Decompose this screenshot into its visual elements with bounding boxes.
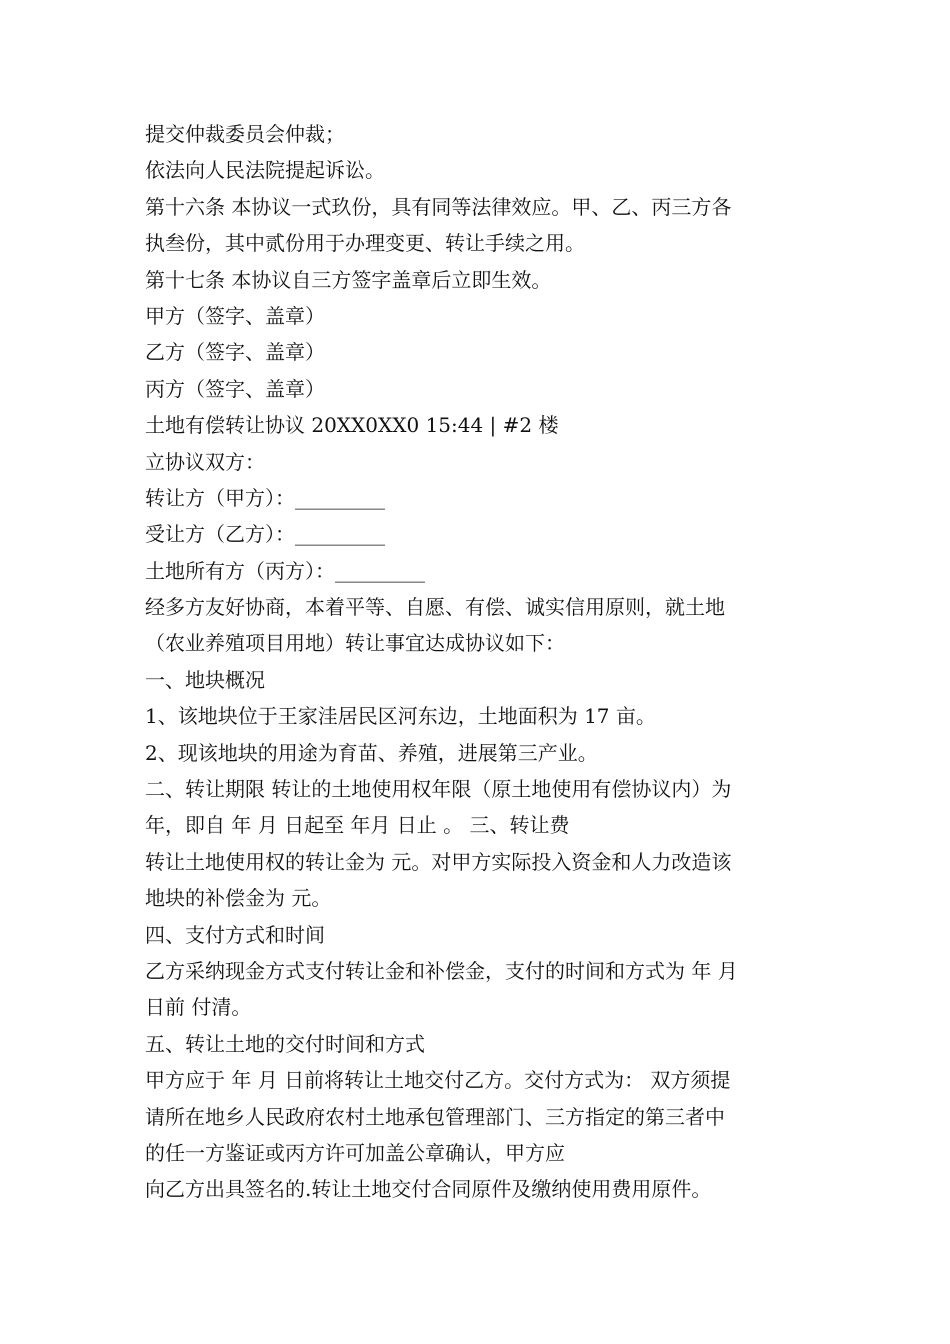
section-title: 土地有偿转让协议 20XX0XX0 15:44 | #2 楼 xyxy=(145,413,559,438)
text-line: 地块的补偿金为 元。 xyxy=(145,886,332,911)
text-line: （农业养殖项目用地）转让事宜达成协议如下： xyxy=(145,631,565,656)
document-body xyxy=(145,116,810,1208)
text-line: 执叁份，其中贰份用于办理变更、转让手续之用。 xyxy=(145,231,585,256)
text-line: 请所在地乡人民政府农村土地承包管理部门、三方指定的第三者中 xyxy=(145,1104,725,1129)
party-a-field: 转让方（甲方）：_________ xyxy=(145,485,385,510)
text-line: 年，即自 年 月 日起至 年月 日止 。 三、转让费 xyxy=(145,813,570,838)
text-line: 提交仲裁委员会仲裁； xyxy=(145,122,345,146)
clause-heading: 五、转让土地的交付时间和方式 xyxy=(145,1031,425,1056)
signature-line-party-b: 乙方（签字、盖章） xyxy=(145,340,325,365)
signature-line-party-c: 丙方（签字、盖章） xyxy=(145,376,325,401)
party-b-field: 受让方（乙方）：_________ xyxy=(145,522,385,547)
text-line: 1、该地块位于王家洼居民区河东边，土地面积为 17 亩。 xyxy=(145,704,656,729)
party-c-field: 土地所有方（丙方）：_________ xyxy=(145,558,425,583)
clause-heading: 一、地块概况 xyxy=(145,667,265,692)
text-line: 向乙方出具签名的.转让土地交付合同原件及缴纳使用费用原件。 xyxy=(145,1177,712,1202)
text-line: 乙方采纳现金方式支付转让金和补偿金，支付的时间和方式为 年 月 xyxy=(145,958,738,983)
text-line: 第十六条 本协议一式玖份，具有同等法律效应。甲、乙、丙三方各 xyxy=(145,194,732,219)
text-line: 依法向人民法院提起诉讼。 xyxy=(145,158,385,183)
text-line: 2、现该地块的用途为育苗、养殖，进展第三产业。 xyxy=(145,740,598,765)
text-line: 第十七条 本协议自三方签字盖章后立即生效。 xyxy=(145,267,552,292)
text-line: 经多方友好协商，本着平等、自愿、有偿、诚实信用原则，就土地 xyxy=(145,595,725,620)
signature-line-party-a: 甲方（签字、盖章） xyxy=(145,303,325,328)
text-line: 立协议双方： xyxy=(145,449,265,474)
clause-heading: 四、支付方式和时间 xyxy=(145,922,325,947)
text-line: 二、转让期限 转让的土地使用权年限（原土地使用有偿协议内）为 xyxy=(145,777,732,802)
text-line: 日前 付清。 xyxy=(145,995,252,1020)
text-line: 转让土地使用权的转让金为 元。对甲方实际投入资金和人力改造该 xyxy=(145,849,732,874)
text-line: 的任一方鉴证或丙方许可加盖公章确认，甲方应 xyxy=(145,1140,565,1165)
text-line: 甲方应于 年 月 日前将转让土地交付乙方。交付方式为： 双方须提 xyxy=(145,1068,731,1093)
